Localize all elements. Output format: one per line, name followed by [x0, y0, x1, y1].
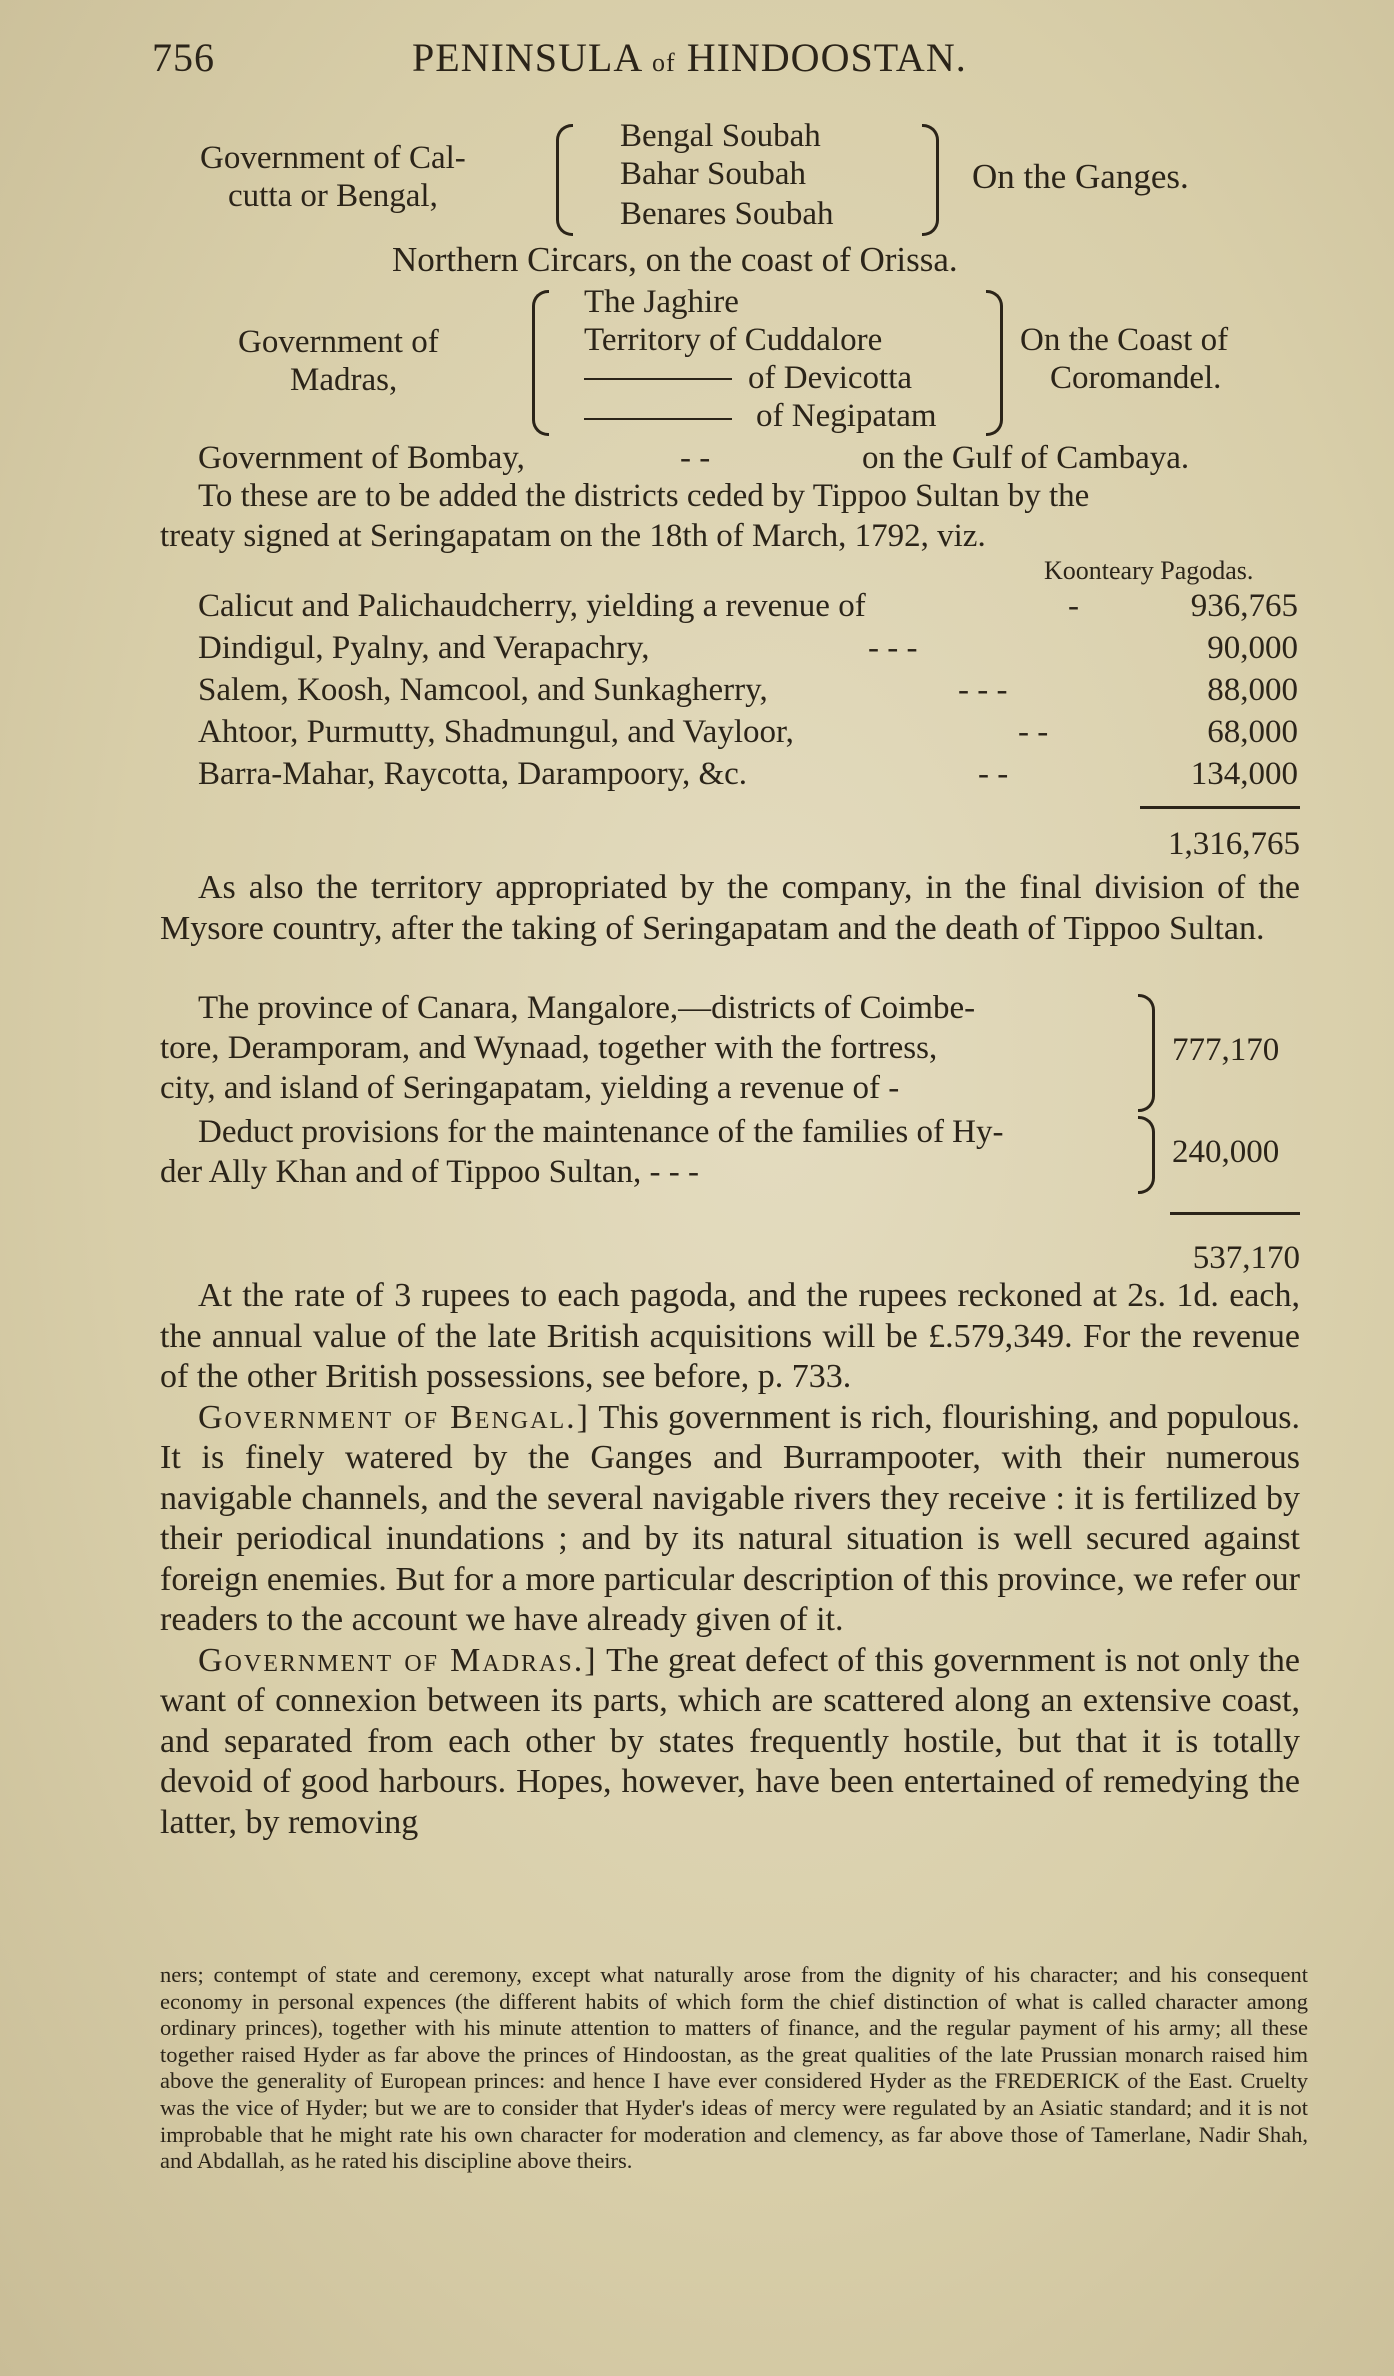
revenue-row-value: 68,000 — [1207, 714, 1298, 750]
bengal-item: Bahar Soubah — [620, 156, 807, 192]
madras-right-brace — [986, 290, 1003, 436]
section-heading: Government of Madras.] — [198, 1641, 598, 1679]
madras-label-line1: Government of — [238, 324, 439, 360]
revenue-total: 1,316,765 — [1168, 826, 1300, 862]
revenue-row-label: Dindigul, Pyalny, and Verapachry, — [198, 630, 650, 666]
deduct-line: der Ally Khan and of Tippoo Sultan, - - - — [160, 1154, 699, 1190]
deduct-brace — [1138, 1116, 1155, 1194]
bengal-item: Benares Soubah — [620, 196, 834, 232]
canara-line: The province of Canara, Mangalore,—districts of Coimbe- — [198, 990, 976, 1026]
bombay-location: on the Gulf of Cambaya. — [862, 440, 1190, 476]
running-title-rest: HINDOOSTAN. — [686, 35, 967, 80]
revenue-column-header: Koonteary Pagodas. — [1044, 556, 1254, 585]
revenue-row-label: Ahtoor, Purmutty, Shadmungul, and Vayloor, — [198, 714, 794, 750]
rate-paragraph: At the rate of 3 rupees to each pagoda, and the rupees reckoned at 2s. 1d. each, the annual value of the late British acquisitions will be £.579,349. For the revenue of the other British possessions, see before, p. 733. — [160, 1277, 1300, 1395]
revenue-row-dashes: - - - — [868, 630, 918, 666]
revenue-row-dashes: - - — [978, 756, 1009, 792]
ditto-line — [584, 378, 732, 380]
revenue-row-label: Calicut and Palichaudcherry, yielding a revenue of — [198, 588, 866, 624]
revenue-row-label: Barra-Mahar, Raycotta, Darampoory, &c. — [198, 756, 748, 792]
deduct-line: Deduct provisions for the maintenance of the families of Hy- — [198, 1114, 1004, 1150]
ditto-line — [584, 418, 732, 420]
running-title-word: PENINSULA — [412, 35, 642, 80]
bengal-label-line2: cutta or Bengal, — [228, 178, 438, 214]
revenue-row-dashes: - - - — [958, 672, 1008, 708]
running-title-of: of — [652, 48, 676, 77]
madras-left-brace — [532, 290, 549, 436]
revenue-row — [198, 630, 1298, 670]
territory-text: As also the territory appropriated by the company, in the final division of the Mysore country, after the taking of Seringapatam and the death of Tippoo Sultan. — [160, 869, 1300, 947]
revenue-row-value: 134,000 — [1190, 756, 1298, 792]
territory-paragraph — [160, 868, 1300, 949]
sum-rule — [1170, 1212, 1300, 1215]
sum-rule — [1140, 806, 1300, 809]
bengal-item: Bengal Soubah — [620, 118, 821, 154]
canara-line: tore, Deramporam, and Wynaad, together with the fortress, — [160, 1030, 938, 1066]
bengal-left-brace — [556, 124, 573, 236]
revenue-row-value: 88,000 — [1207, 672, 1298, 708]
bombay-dashes: - - — [680, 440, 711, 476]
bombay-label: Government of Bombay, — [198, 440, 525, 476]
footnote — [160, 1962, 1308, 2175]
bengal-section — [160, 1398, 1300, 1641]
madras-location-line2: Coromandel. — [1050, 360, 1222, 396]
bengal-location: On the Ganges. — [972, 157, 1189, 196]
canara-value: 777,170 — [1172, 1032, 1280, 1068]
running-title — [412, 34, 967, 81]
deduct-value: 240,000 — [1172, 1134, 1280, 1170]
madras-item: The Jaghire — [584, 284, 739, 320]
northern-circars: Northern Circars, on the coast of Orissa. — [392, 240, 958, 279]
bengal-right-brace — [922, 124, 939, 236]
revenue-row-value: 936,765 — [1190, 588, 1298, 624]
net-total: 537,170 — [1192, 1240, 1300, 1276]
madras-label-line2: Madras, — [290, 362, 398, 398]
intro-line1: To these are to be added the districts ceded by Tippoo Sultan by the — [198, 478, 1090, 514]
bengal-label-line1: Government of Cal- — [200, 140, 466, 176]
revenue-row-dashes: - - — [1018, 714, 1049, 750]
revenue-row-value: 90,000 — [1207, 630, 1298, 666]
footnote-text: ners; contempt of state and ceremony, except what naturally arose from the dignity of his character; and his consequent economy in personal expences (the different habits of which form the chief distinction of what is called character among ordinary princes), together with his minute attention to matters of finance, and the regular payment of his army; all these together raised Hyder as far above the princes of Hindoostan, as the great qualities of the late Prussian monarch raised him above the generality of European princes: and hence I have ever considered Hyder as the FREDERICK of the East. Cruelty was the vice of Hyder; but we are to consider that Hyder's ideas of mercy were regulated by an Asiatic standard; and it is not improbable that he might rate his own character for moderation and clemency, as far above those of Tamerlane, Nadir Shah, and Abdallah, as he rated his discipline above theirs. — [160, 1962, 1308, 2174]
revenue-row — [198, 714, 1298, 754]
section-text: This government is rich, flourishing, and populous. It is finely watered by the Ganges and Burrampooter, with their numerous navigable channels, and the several navigable rivers they receive : it is fertilized by their periodical inundations ; and by its natural situation is well secured against foreign enemies. But for a more particular description of this province, we refer our readers to the account we have already given of it. — [160, 1398, 1300, 1638]
section-heading: Government of Bengal.] — [198, 1398, 590, 1436]
revenue-row — [198, 672, 1298, 712]
revenue-row — [198, 588, 1298, 628]
section-text: The great defect of this government is not only the want of connexion between its parts, which are scattered along an extensive coast, and separated from each other by states frequently hostile, but that it is totally devoid of good harbours. Hopes, however, have been entertained of remedying the latter, by removing — [160, 1641, 1300, 1841]
madras-item: Territory of Cuddalore — [584, 322, 883, 358]
body-text — [160, 1276, 1300, 1843]
madras-item: of Negipatam — [756, 398, 937, 434]
page-number: 756 — [152, 35, 215, 80]
madras-location-line1: On the Coast of — [1020, 322, 1229, 358]
canara-brace — [1138, 994, 1155, 1112]
madras-item: of Devicotta — [748, 360, 913, 396]
revenue-row — [198, 756, 1298, 796]
intro-line2: treaty signed at Seringapatam on the 18th of March, 1792, viz. — [160, 518, 986, 554]
revenue-row-label: Salem, Koosh, Namcool, and Sunkagherry, — [198, 672, 768, 708]
madras-section — [160, 1641, 1300, 1844]
canara-line: city, and island of Seringapatam, yielding a revenue of - — [160, 1070, 900, 1106]
revenue-row-dashes: - — [1068, 588, 1079, 624]
